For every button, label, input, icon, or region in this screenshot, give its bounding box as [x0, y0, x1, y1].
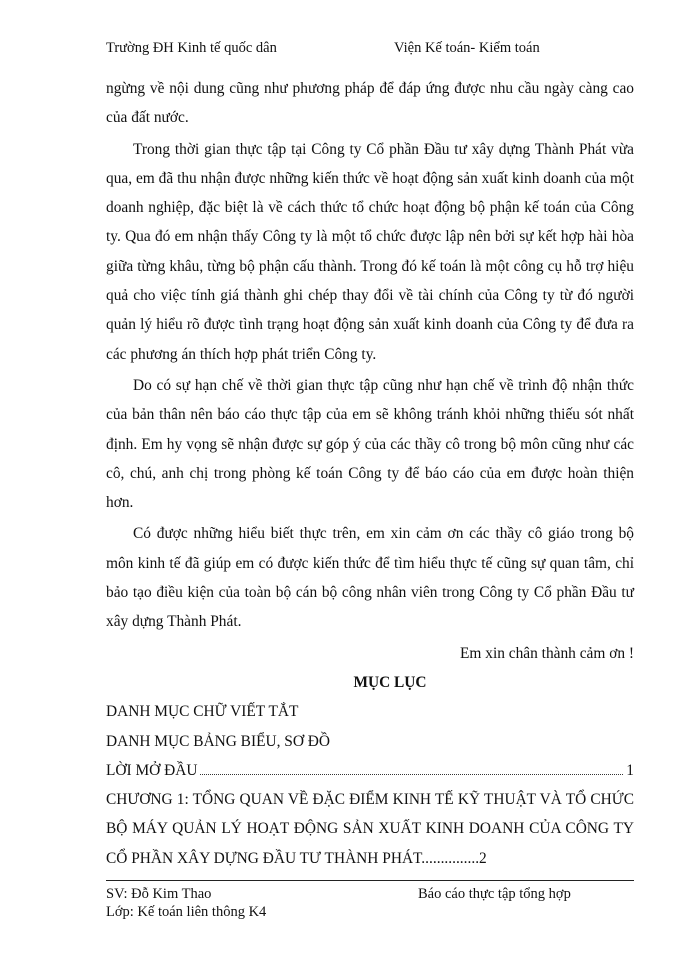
page-footer — [106, 885, 634, 921]
closing-thanks: Em xin chân thành cảm ơn ! — [460, 644, 634, 662]
toc-entry-chapter-1 — [106, 785, 634, 873]
footer-class: Lớp: Kế toán liên thông K4 — [106, 904, 267, 920]
paragraph-continuation: ngừng về nội dung cũng như phương pháp để đáp ứng được nhu cầu ngày càng cao của đất nước. — [106, 80, 634, 127]
toc-item-abbreviations: DANH MỤC CHỮ VIẾT TẮT — [106, 703, 299, 721]
footer-divider — [106, 880, 634, 881]
toc-title: MỤC LỤC — [353, 673, 427, 691]
toc-item-tables-diagrams: DANH MỤC BẢNG BIỂU, SƠ ĐỒ — [106, 732, 331, 750]
toc-entry-introduction — [106, 756, 634, 785]
toc-entry-page: 1 — [626, 761, 634, 779]
paragraph-internship: Trong thời gian thực tập tại Công ty Cổ phần Đầu tư xây dựng Thành Phát vừa qua, em đã thu nhận được những kiến thức về hoạt động sản xuất kinh doanh của một doanh nghiệp, đặc biệt là về cách thức tổ chức hoạt động bộ phận kế toán của Công ty. Qua đó em nhận thấy Công ty là một tổ chức được lập nên bởi sự kết hợp hài hòa giữa từng khâu, từng bộ phận cấu thành. Trong đó kế toán là một công cụ hỗ trợ hiệu quả cho việc tính giá thành ghi chép thay đổi về tài chính của Công ty từ đó người quản lý hiểu rõ được tình trạng hoạt động sản xuất kinh doanh của Công ty để đưa ra các phương án thích hợp phát triển Công ty. — [106, 140, 634, 363]
toc-leader-dots — [200, 774, 623, 775]
footer-student: SV: Đỗ Kim Thao — [106, 886, 212, 902]
header-institute: Viện Kế toán- Kiểm toán — [394, 40, 540, 56]
page-header — [106, 40, 636, 60]
paragraph-limitations: Do có sự hạn chế về thời gian thực tập cũng như hạn chế về trình độ nhận thức của bản thân nên báo cáo thực tập của em sẽ không tránh khỏi những thiếu sót nhất định. Em hy vọng sẽ nhận được sự góp ý của các thầy cô trong bộ môn cũng như các cô, chú, anh chị trong phòng kế toán Công ty để báo cáo của em được hoàn thiện hơn. — [106, 376, 634, 512]
toc-chapter-1-title: CHƯƠNG 1: TỔNG QUAN VỀ ĐẶC ĐIỂM KINH TẾ KỸ THUẬT VÀ TỔ CHỨC BỘ MÁY QUẢN LÝ HOẠT ĐỘNG SẢN XUẤT KINH DOANH CỦA CÔNG TY CỔ PHẦN XÂY DỰNG ĐẦU TƯ THÀNH PHÁT. — [106, 791, 634, 867]
document-body — [106, 74, 634, 873]
toc-leader-dots: .............. — [425, 849, 480, 867]
toc-chapter-1-page: 2 — [479, 849, 487, 867]
header-university: Trường ĐH Kinh tế quốc dân — [106, 40, 277, 56]
toc-entry-title: LỜI MỞ ĐẦU — [106, 761, 198, 779]
paragraph-acknowledgement: Có được những hiểu biết thực trên, em xin cảm ơn các thầy cô giáo trong bộ môn kinh tế đã giúp em có được kiến thức để tìm hiểu thực tế cũng sự quan tâm, chỉ bảo tạo điều kiện của toàn bộ cán bộ công nhân viên trong Công ty Cổ phần Đầu tư xây dựng Thành Phát. — [106, 525, 634, 631]
footer-report-type: Báo cáo thực tập tổng hợp — [418, 886, 571, 902]
